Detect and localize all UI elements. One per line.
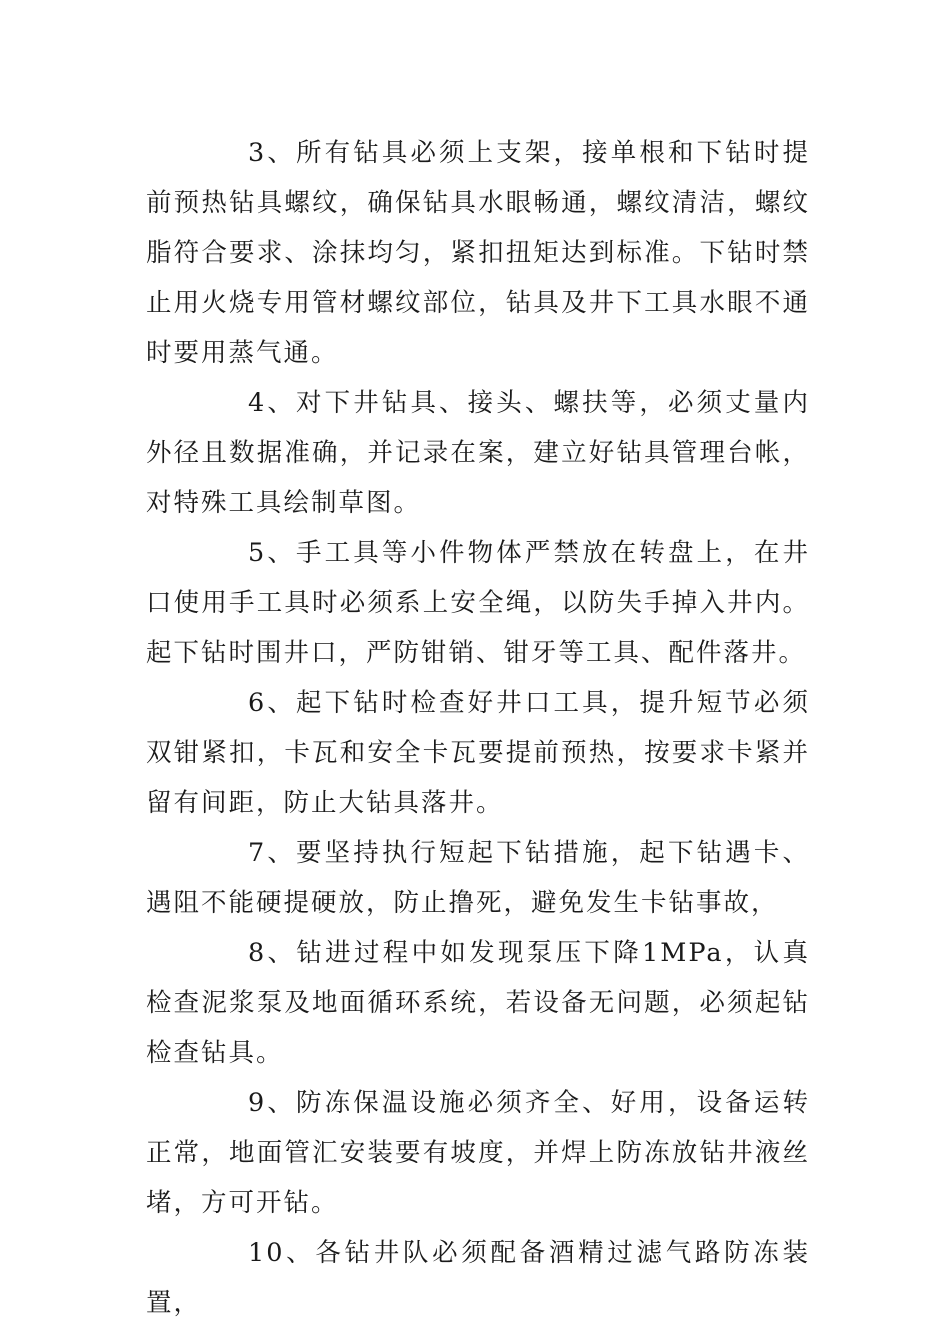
paragraph-3: 3、所有钻具必须上支架，接单根和下钻时提前预热钻具螺纹，确保钻具水眼畅通，螺纹清洁，螺纹脂符合要求、涂抹均匀，紧扣扭矩达到标准。下钻时禁止用火烧专用管材螺纹部位，钻具及井下工具水眼不通时要用蒸气通。 (146, 138, 810, 368)
paragraph-5: 5、手工具等小件物体严禁放在转盘上，在井口使用手工具时必须系上安全绳，以防失手掉入井内。起下钻时围井口，严防钳销、钳牙等工具、配件落井。 (146, 538, 810, 668)
paragraph-9: 9、防冻保温设施必须齐全、好用，设备运转正常，地面管汇安装要有坡度，并焊上防冻放钻井液丝堵，方可开钻。 (146, 1088, 810, 1218)
paragraph-10: 10、各钻井队必须配备酒精过滤气路防冻装置， (146, 1238, 810, 1318)
paragraph-4: 4、对下井钻具、接头、螺扶等，必须丈量内外径且数据准确，并记录在案，建立好钻具管理台帐，对特殊工具绘制草图。 (146, 388, 810, 518)
paragraph-6: 6、起下钻时检查好井口工具，提升短节必须双钳紧扣，卡瓦和安全卡瓦要提前预热，按要求卡紧并留有间距，防止大钻具落井。 (146, 688, 810, 818)
paragraph-7: 7、要坚持执行短起下钻措施，起下钻遇卡、遇阻不能硬提硬放，防止撸死，避免发生卡钻事故， (146, 838, 810, 918)
document-body (146, 128, 810, 1328)
paragraph-8: 8、钻进过程中如发现泵压下降1MPa，认真检查泥浆泵及地面循环系统，若设备无问题，必须起钻检查钻具。 (146, 938, 810, 1068)
